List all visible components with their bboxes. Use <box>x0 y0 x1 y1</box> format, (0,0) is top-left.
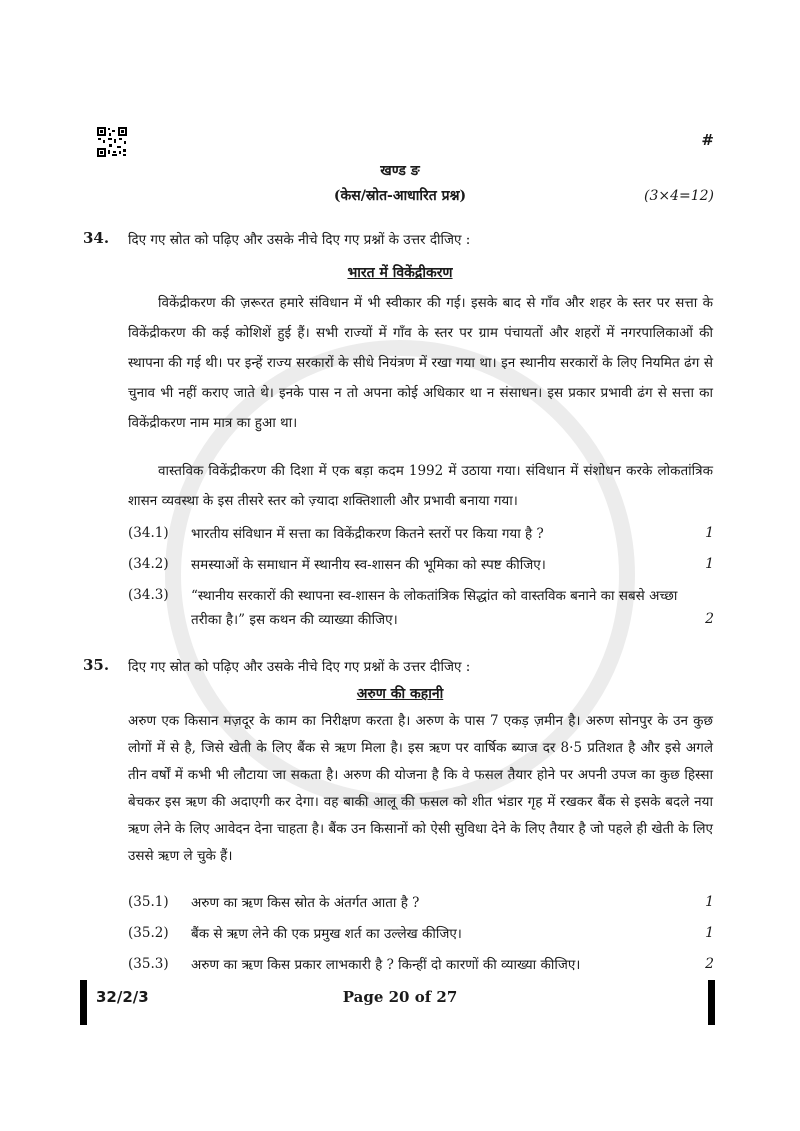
section-marks: (3×4=12) <box>643 188 714 204</box>
question-34-heading: भारत में विकेंद्रीकरण <box>347 265 453 281</box>
subquestion-text: बैंक से ऋण लेने की एक प्रमुख शर्त का उल्लेख कीजिए। <box>191 926 462 942</box>
subquestion-number: (34.2) <box>128 556 169 572</box>
question-35-heading: अरुण की कहानी <box>356 686 444 702</box>
subquestion-mark: 1 <box>705 556 714 572</box>
subquestion-number: (35.3) <box>128 956 169 972</box>
paper-code: 32/2/3 <box>96 988 149 1006</box>
subquestion-number: (35.2) <box>128 925 169 941</box>
footer-bar-right <box>708 980 715 1025</box>
question-34-number: 34. <box>83 229 110 247</box>
subquestion-number: (35.1) <box>128 894 169 910</box>
page-number: Page 20 of 27 <box>342 988 458 1006</box>
subquestion-mark: 1 <box>705 525 714 541</box>
section-subtitle: (केस/स्रोत-आधारित प्रश्न) <box>333 188 467 204</box>
subquestion-mark: 2 <box>705 611 714 627</box>
question-34-paragraph-1: विकेंद्रीकरण की ज़रूरत हमारे संविधान में भी स्वीकार की गई। इसके बाद से गाँव और शहर के स्तर पर सत्ता के विकेंद्रीकरण की कई कोशिशें हुई हैं। सभी राज्यों में गाँव के स्तर पर ग्राम पंचायतों और शहरों में नगरपालिकाओं की स्थापना की गई थी। पर इन्हें राज्य सरकारों के सीधे नियंत्रण में रखा गया था। इन स्थानीय सरकारों के लिए नियमित ढंग से चुनाव भी नहीं कराए जाते थे। इनके पास न तो अपना कोई अधिकार था न संसाधन। इस प्रकार प्रभावी ढंग से सत्ता का विकेंद्रीकरण नाम मात्र का हुआ था। <box>128 295 713 431</box>
subquestion-mark: 2 <box>705 956 714 972</box>
subquestion-number: (34.3) <box>128 587 169 603</box>
subquestion-text: अरुण का ऋण किस प्रकार लाभकारी है ? किन्हीं दो कारणों की व्याख्या कीजिए। <box>191 957 581 973</box>
subquestion-text: समस्याओं के समाधान में स्थानीय स्व-शासन की भूमिका को स्पष्ट कीजिए। <box>191 557 546 573</box>
question-34-instruction: दिए गए स्रोत को पढ़िए और उसके नीचे दिए गए प्रश्नों के उत्तर दीजिए : <box>128 232 471 248</box>
subquestion-text: भारतीय संविधान में सत्ता का विकेंद्रीकरण कितने स्तरों पर किया गया है ? <box>191 526 544 542</box>
question-34-paragraph-2: वास्तविक विकेंद्रीकरण की दिशा में एक बड़ा कदम 1992 में उठाया गया। संविधान में संशोधन करके लोकतांत्रिक शासन व्यवस्था के इस तीसरे स्तर को ज़्यादा शक्तिशाली और प्रभावी बनाया गया। <box>128 463 713 509</box>
question-35-instruction: दिए गए स्रोत को पढ़िए और उसके नीचे दिए गए प्रश्नों के उत्तर दीजिए : <box>128 659 471 675</box>
question-35-number: 35. <box>83 656 110 674</box>
subquestion-mark: 1 <box>705 925 714 941</box>
section-title: खण्ड ङ <box>380 163 420 179</box>
question-35-paragraph: अरुण एक किसान मज़दूर के काम का निरीक्षण करता है। अरुण के पास 7 एकड़ ज़मीन है। अरुण सोनपुर के उन कुछ लोगों में से है, जिसे खेती के लिए बैंक से ऋण मिला है। इस ऋण पर वार्षिक ब्याज दर 8·5 प्रतिशत है और इसे अगले तीन वर्षों में कभी भी लौटाया जा सकता है। अरुण की योजना है कि वे फसल तैयार होने पर अपनी उपज का कुछ हिस्सा बेचकर इस ऋण की अदाएगी कर देगा। वह बाकी आलू की फसल को शीत भंडार गृह में रखकर बैंक से इसके बदले नया ऋण लेने के लिए आवेदन देना चाहता है। बैंक उन किसानों को ऐसी सुविधा देने के लिए तैयार है जो पहले ही खेती के लिए उससे ऋण ले चुके हैं। <box>128 713 713 864</box>
subquestion-mark: 1 <box>705 894 714 910</box>
subquestion-text: अरुण का ऋण किस स्रोत के अंतर्गत आता है ? <box>191 895 420 911</box>
header-hash: # <box>701 131 714 149</box>
qr-code-icon <box>97 127 127 157</box>
subquestion-number: (34.1) <box>128 525 169 541</box>
subquestion-text: “स्थानीय सरकारों की स्थापना स्व-शासन के लोकतांत्रिक सिद्धांत को वास्तविक बनाने का सबसे अच्छा तरीका है।” इस कथन की व्याख्या कीजिए। <box>191 588 678 628</box>
